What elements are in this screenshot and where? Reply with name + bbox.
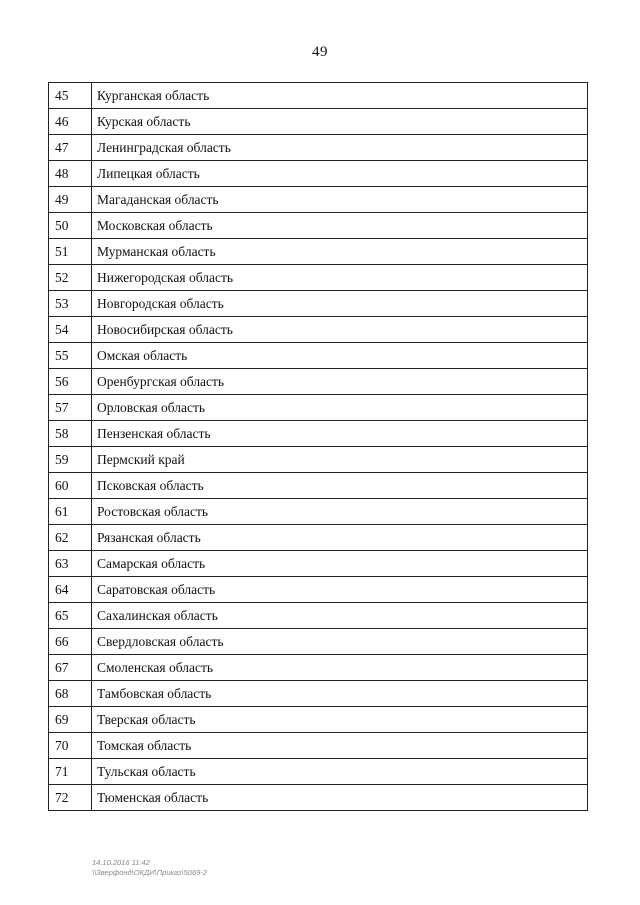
- row-number-cell: 51: [49, 239, 92, 265]
- row-number-cell: 58: [49, 421, 92, 447]
- region-name-cell: Ростовская область: [92, 499, 588, 525]
- row-number-cell: 47: [49, 135, 92, 161]
- row-number-cell: 65: [49, 603, 92, 629]
- table-row: [49, 551, 588, 577]
- row-number-cell: 63: [49, 551, 92, 577]
- region-name-cell: Тверская область: [92, 707, 588, 733]
- region-name-cell: Пермский край: [92, 447, 588, 473]
- table-row: [49, 213, 588, 239]
- row-number-cell: 62: [49, 525, 92, 551]
- table-row: [49, 83, 588, 109]
- row-number-cell: 72: [49, 785, 92, 811]
- table-row: [49, 655, 588, 681]
- region-name-cell: Саратовская область: [92, 577, 588, 603]
- table-row: [49, 785, 588, 811]
- row-number-cell: 71: [49, 759, 92, 785]
- table-row: [49, 161, 588, 187]
- region-name-cell: Рязанская область: [92, 525, 588, 551]
- table-row: [49, 317, 588, 343]
- row-number-cell: 50: [49, 213, 92, 239]
- table-row: [49, 291, 588, 317]
- region-name-cell: Мурманская область: [92, 239, 588, 265]
- row-number-cell: 61: [49, 499, 92, 525]
- region-name-cell: Московская область: [92, 213, 588, 239]
- table-row: [49, 707, 588, 733]
- region-name-cell: Свердловская область: [92, 629, 588, 655]
- region-name-cell: Новгородская область: [92, 291, 588, 317]
- row-number-cell: 66: [49, 629, 92, 655]
- table-row: [49, 525, 588, 551]
- row-number-cell: 46: [49, 109, 92, 135]
- region-name-cell: Орловская область: [92, 395, 588, 421]
- row-number-cell: 45: [49, 83, 92, 109]
- row-number-cell: 54: [49, 317, 92, 343]
- region-name-cell: Тамбовская область: [92, 681, 588, 707]
- row-number-cell: 70: [49, 733, 92, 759]
- region-name-cell: Сахалинская область: [92, 603, 588, 629]
- row-number-cell: 60: [49, 473, 92, 499]
- table-row: [49, 265, 588, 291]
- region-name-cell: Ленинградская область: [92, 135, 588, 161]
- row-number-cell: 67: [49, 655, 92, 681]
- region-name-cell: Томская область: [92, 733, 588, 759]
- row-number-cell: 52: [49, 265, 92, 291]
- table-row: [49, 629, 588, 655]
- table-row: [49, 239, 588, 265]
- row-number-cell: 55: [49, 343, 92, 369]
- row-number-cell: 69: [49, 707, 92, 733]
- table-row: [49, 499, 588, 525]
- region-name-cell: Смоленская область: [92, 655, 588, 681]
- region-name-cell: Самарская область: [92, 551, 588, 577]
- region-name-cell: Новосибирская область: [92, 317, 588, 343]
- table-row: [49, 681, 588, 707]
- region-name-cell: Тульская область: [92, 759, 588, 785]
- row-number-cell: 48: [49, 161, 92, 187]
- footer-file-path: \\Зверфонд\ОКДИ\Приказ\5069-2: [92, 868, 207, 877]
- region-name-cell: Курская область: [92, 109, 588, 135]
- table-row: [49, 733, 588, 759]
- region-name-cell: Магаданская область: [92, 187, 588, 213]
- table-row: [49, 447, 588, 473]
- row-number-cell: 59: [49, 447, 92, 473]
- table-row: [49, 395, 588, 421]
- table-row: [49, 135, 588, 161]
- table-row: [49, 109, 588, 135]
- row-number-cell: 68: [49, 681, 92, 707]
- row-number-cell: 57: [49, 395, 92, 421]
- table-row: [49, 187, 588, 213]
- row-number-cell: 49: [49, 187, 92, 213]
- region-name-cell: Омская область: [92, 343, 588, 369]
- row-number-cell: 56: [49, 369, 92, 395]
- page-number: 49: [312, 44, 328, 60]
- region-name-cell: Пензенская область: [92, 421, 588, 447]
- table-row: [49, 343, 588, 369]
- table-row: [49, 473, 588, 499]
- region-name-cell: Псковская область: [92, 473, 588, 499]
- row-number-cell: 53: [49, 291, 92, 317]
- document-footer: [92, 858, 207, 878]
- table-row: [49, 759, 588, 785]
- footer-timestamp: 14.10.2016 11:42: [92, 858, 150, 867]
- regions-table: [48, 82, 588, 811]
- table-row: [49, 577, 588, 603]
- region-name-cell: Курганская область: [92, 83, 588, 109]
- region-name-cell: Тюменская область: [92, 785, 588, 811]
- row-number-cell: 64: [49, 577, 92, 603]
- table-row: [49, 603, 588, 629]
- regions-table-body: [49, 83, 588, 811]
- table-row: [49, 369, 588, 395]
- region-name-cell: Липецкая область: [92, 161, 588, 187]
- table-row: [49, 421, 588, 447]
- region-name-cell: Оренбургская область: [92, 369, 588, 395]
- region-name-cell: Нижегородская область: [92, 265, 588, 291]
